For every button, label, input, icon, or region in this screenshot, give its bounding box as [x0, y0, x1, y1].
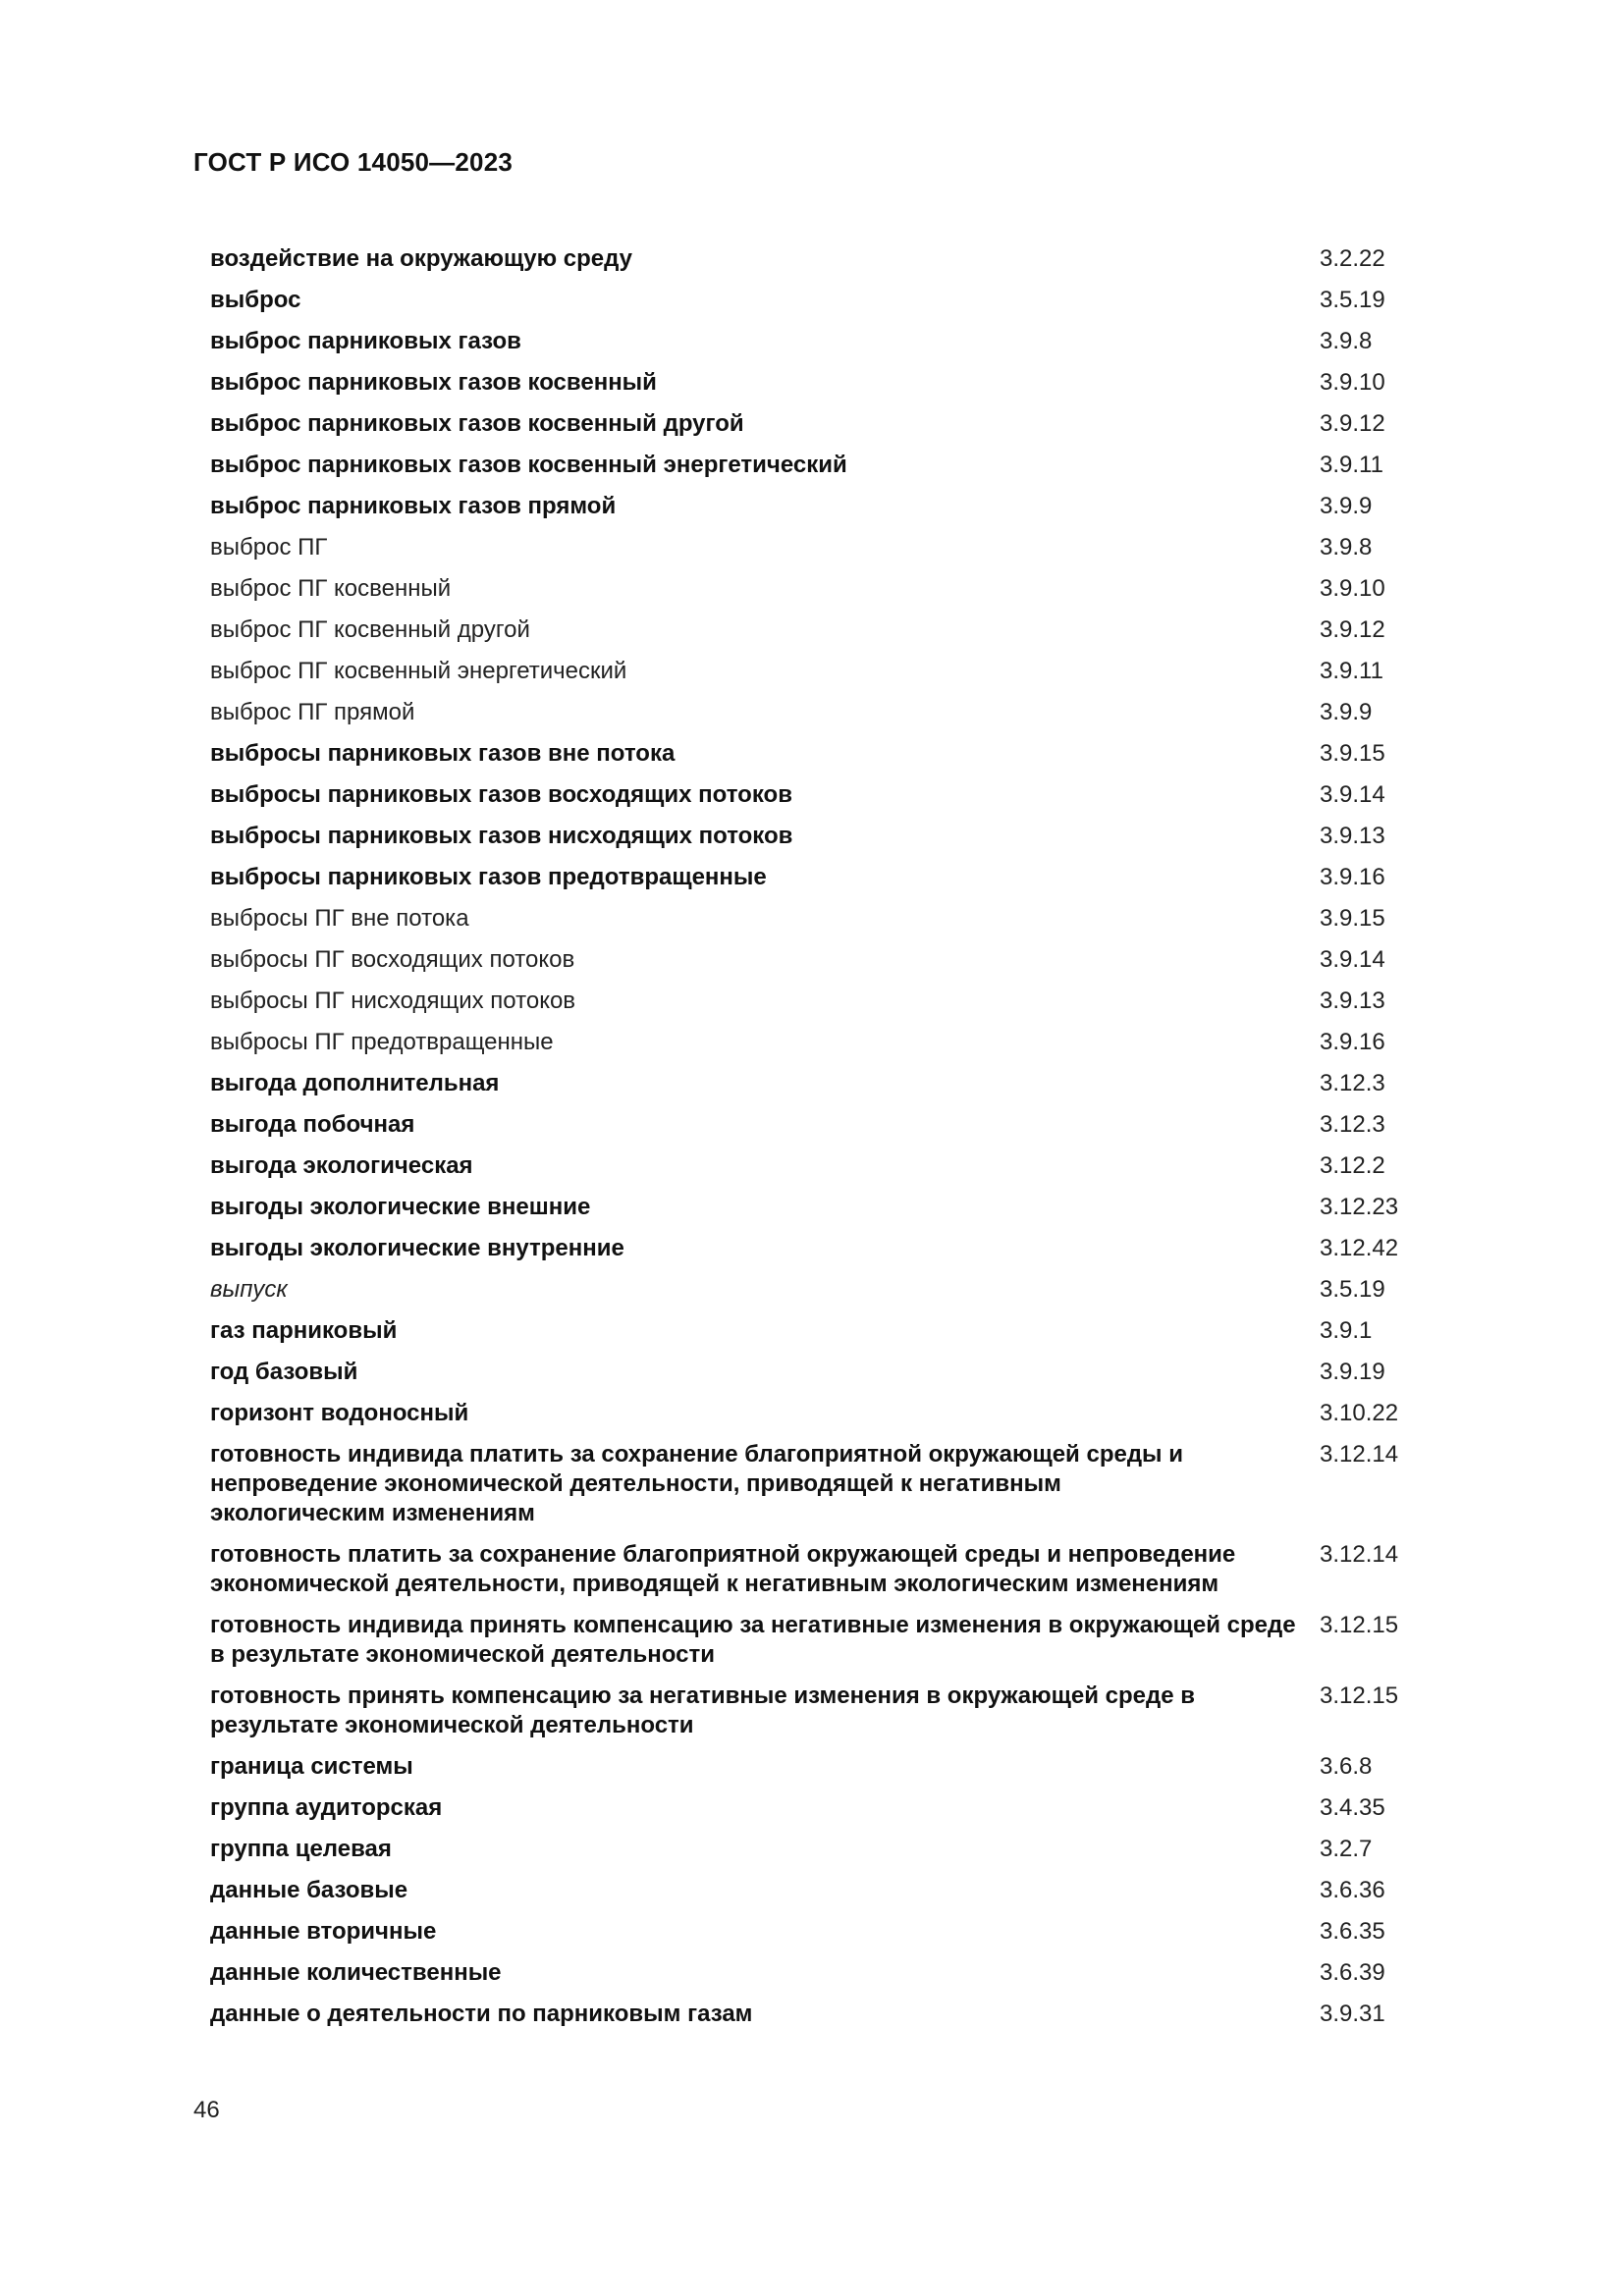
- index-entry: [210, 1187, 1437, 1228]
- index-term: готовность принять компенсацию за негативные изменения в окружающей среде в результате экономической деятельности: [210, 1682, 1195, 1738]
- index-term: выбросы парниковых газов восходящих потоков: [210, 781, 792, 808]
- index-entry: [210, 1870, 1437, 1911]
- index-ref: 3.9.12: [1320, 616, 1385, 643]
- index-ref: 3.12.3: [1320, 1070, 1385, 1096]
- index-term: данные количественные: [210, 1959, 502, 1986]
- index-term: данные базовые: [210, 1877, 408, 1903]
- index-term: выброс парниковых газов косвенный энергетический: [210, 452, 847, 478]
- index-ref: 3.9.11: [1320, 658, 1383, 684]
- index-term: выброс парниковых газов: [210, 328, 521, 354]
- index-ref: 3.9.8: [1320, 534, 1373, 561]
- index-ref: 3.9.16: [1320, 1029, 1385, 1055]
- index-term: выброс: [210, 287, 301, 313]
- index-term: выгоды экологические внутренние: [210, 1235, 624, 1261]
- index-entry: [210, 1228, 1437, 1269]
- index-entry: [210, 486, 1437, 527]
- index-ref: 3.9.15: [1320, 905, 1385, 932]
- index-entry: [210, 1829, 1437, 1870]
- index-entry: [210, 1022, 1437, 1063]
- index-term: выбросы ПГ нисходящих потоков: [210, 988, 576, 1014]
- index-term: выбросы ПГ восходящих потоков: [210, 946, 575, 973]
- index-entry: [210, 1063, 1437, 1104]
- index-entry: [210, 362, 1437, 403]
- index-ref: 3.9.1: [1320, 1317, 1373, 1344]
- index-entry: [210, 239, 1437, 280]
- index-entry: [210, 774, 1437, 816]
- index-entry: [210, 1534, 1437, 1605]
- index-term: данные о деятельности по парниковым газам: [210, 2001, 753, 2027]
- index-ref: 3.9.14: [1320, 781, 1385, 808]
- index-entry: [210, 527, 1437, 568]
- index-term: выброс парниковых газов косвенный: [210, 369, 657, 396]
- index-ref: 3.9.19: [1320, 1359, 1385, 1385]
- index-ref: 3.12.15: [1320, 1612, 1399, 1638]
- index-term: граница системы: [210, 1753, 413, 1780]
- index-ref: 3.6.36: [1320, 1877, 1385, 1903]
- index-ref: 3.9.10: [1320, 369, 1385, 396]
- index-entry: [210, 1269, 1437, 1310]
- index-ref: 3.6.8: [1320, 1753, 1373, 1780]
- index-ref: 3.12.23: [1320, 1194, 1399, 1220]
- index-ref: 3.9.13: [1320, 988, 1385, 1014]
- index-entry: [210, 1746, 1437, 1788]
- index-entry: [210, 898, 1437, 939]
- index-entry: [210, 1605, 1437, 1676]
- index-term: выбросы парниковых газов предотвращенные: [210, 864, 767, 890]
- index-term: готовность индивида принять компенсацию за негативные изменения в окружающей среде в результате экономической деятельности: [210, 1612, 1296, 1668]
- index-term: выгода побочная: [210, 1111, 415, 1138]
- index-ref: 3.2.22: [1320, 245, 1385, 272]
- index-ref: 3.9.14: [1320, 946, 1385, 973]
- index-term: данные вторичные: [210, 1918, 437, 1945]
- page-number: 46: [193, 2097, 220, 2123]
- index-term: группа целевая: [210, 1836, 392, 1862]
- index-term: выбросы парниковых газов вне потока: [210, 740, 676, 767]
- index-entry: [210, 403, 1437, 445]
- index-term: выброс ПГ: [210, 534, 328, 561]
- index-ref: 3.6.35: [1320, 1918, 1385, 1945]
- index-term: выбросы парниковых газов нисходящих потоков: [210, 823, 793, 849]
- index-term: выброс ПГ косвенный другой: [210, 616, 530, 643]
- index-term: выгода экологическая: [210, 1152, 473, 1179]
- index-entry: [210, 651, 1437, 692]
- index-entry: [210, 692, 1437, 733]
- index-entry: [210, 280, 1437, 321]
- document-header: ГОСТ Р ИСО 14050—2023: [193, 147, 514, 177]
- index-ref: 3.9.9: [1320, 699, 1373, 725]
- index-entry: [210, 1393, 1437, 1434]
- index-ref: 3.6.39: [1320, 1959, 1385, 1986]
- index-ref: 3.12.14: [1320, 1441, 1399, 1468]
- index-entry: [210, 857, 1437, 898]
- index-entry: [210, 981, 1437, 1022]
- index-term: газ парниковый: [210, 1317, 398, 1344]
- index-ref: 3.12.14: [1320, 1541, 1399, 1568]
- index-term: готовность платить за сохранение благоприятной окружающей среды и непроведение экономической деятельности, приводящей к негативным экологическим изменениям: [210, 1541, 1236, 1597]
- index-entry: [210, 1676, 1437, 1746]
- index-list: [210, 239, 1437, 2035]
- index-term: выброс парниковых газов прямой: [210, 493, 617, 519]
- index-ref: 3.9.31: [1320, 2001, 1385, 2027]
- index-ref: 3.9.12: [1320, 410, 1385, 437]
- index-term: горизонт водоносный: [210, 1400, 469, 1426]
- index-ref: 3.10.22: [1320, 1400, 1399, 1426]
- index-term: выброс ПГ косвенный энергетический: [210, 658, 627, 684]
- index-term: выбросы ПГ вне потока: [210, 905, 469, 932]
- index-entry: [210, 1104, 1437, 1146]
- index-ref: 3.12.3: [1320, 1111, 1385, 1138]
- index-ref: 3.9.11: [1320, 452, 1383, 478]
- index-term: год базовый: [210, 1359, 358, 1385]
- index-entry: [210, 568, 1437, 610]
- index-ref: 3.12.2: [1320, 1152, 1385, 1179]
- index-ref: 3.9.10: [1320, 575, 1385, 602]
- index-entry: [210, 1310, 1437, 1352]
- index-entry: [210, 1352, 1437, 1393]
- index-term: выброс парниковых газов косвенный другой: [210, 410, 744, 437]
- index-term: готовность индивида платить за сохранение благоприятной окружающей среды и непроведение экономической деятельности, приводящей к негативным экологическим изменениям: [210, 1441, 1183, 1526]
- index-ref: 3.9.16: [1320, 864, 1385, 890]
- index-term: выгода дополнительная: [210, 1070, 500, 1096]
- index-ref: 3.9.9: [1320, 493, 1373, 519]
- index-term: выпуск: [210, 1276, 288, 1303]
- index-term: группа аудиторская: [210, 1794, 443, 1821]
- index-entry: [210, 321, 1437, 362]
- index-term: выгоды экологические внешние: [210, 1194, 591, 1220]
- index-ref: 3.9.13: [1320, 823, 1385, 849]
- index-entry: [210, 733, 1437, 774]
- index-ref: 3.12.15: [1320, 1682, 1399, 1709]
- index-entry: [210, 610, 1437, 651]
- index-ref: 3.12.42: [1320, 1235, 1399, 1261]
- index-entry: [210, 1911, 1437, 1952]
- index-entry: [210, 816, 1437, 857]
- index-term: выброс ПГ косвенный: [210, 575, 452, 602]
- index-entry: [210, 1952, 1437, 1994]
- index-entry: [210, 445, 1437, 486]
- index-ref: 3.9.8: [1320, 328, 1373, 354]
- index-ref: 3.2.7: [1320, 1836, 1373, 1862]
- index-term: выбросы ПГ предотвращенные: [210, 1029, 554, 1055]
- index-entry: [210, 939, 1437, 981]
- index-ref: 3.5.19: [1320, 287, 1385, 313]
- index-entry: [210, 1434, 1437, 1534]
- index-ref: 3.5.19: [1320, 1276, 1385, 1303]
- index-ref: 3.9.15: [1320, 740, 1385, 767]
- index-entry: [210, 1788, 1437, 1829]
- index-entry: [210, 1146, 1437, 1187]
- index-entry: [210, 1994, 1437, 2035]
- index-term: выброс ПГ прямой: [210, 699, 415, 725]
- index-term: воздействие на окружающую среду: [210, 245, 632, 272]
- index-ref: 3.4.35: [1320, 1794, 1385, 1821]
